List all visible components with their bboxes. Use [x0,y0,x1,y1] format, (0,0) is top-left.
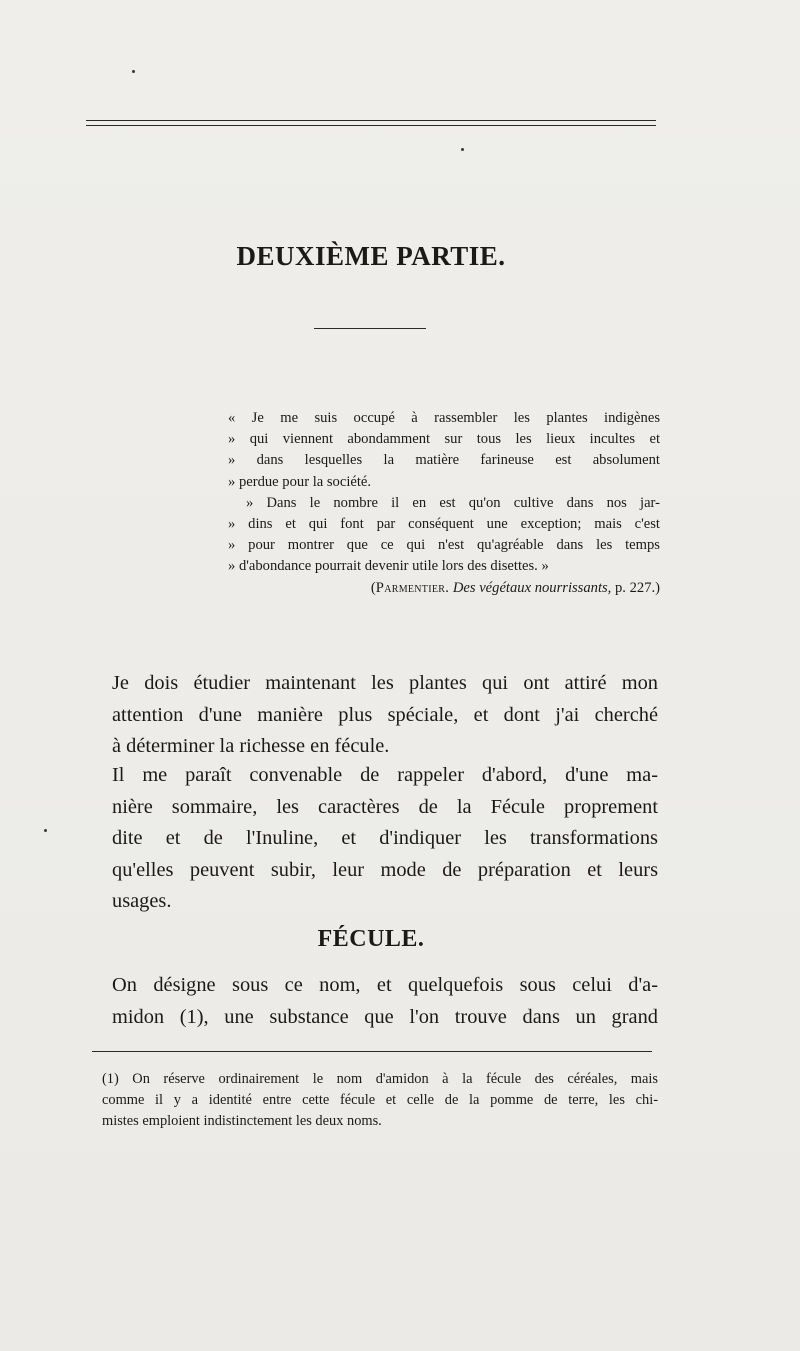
epigraph-line: » d'abondance pourrait devenir utile lors des disettes. » [228,558,549,575]
paragraph-line: dite et de l'Inuline, et d'indiquer les transformations [112,827,658,849]
epigraph-line: » dins et qui font par conséquent une exception; mais c'est [228,516,660,533]
ink-speck [132,70,135,73]
footnote-line: comme il y a identité entre cette fécule et celle de la pomme de terre, les chi- [102,1091,658,1108]
attribution-page: p. 227.) [615,580,660,596]
footnote-rule [92,1051,652,1052]
paragraph-line: nière sommaire, les caractères de la Fécule proprement [112,795,658,818]
epigraph-line: » Dans le nombre il en est qu'on cultive dans nos jar- [246,494,660,511]
paragraph-fecule [112,970,658,1033]
paragraph-line: à déterminer la richesse en fécule. [112,735,390,757]
paragraph-line: qu'elles peuvent subir, leur mode de préparation et leurs [112,858,658,881]
paragraph-intro [112,668,658,763]
part-title: DEUXIÈME PARTIE. [236,241,506,271]
epigraph-line: » qui viennent abondamment sur tous les lieux incultes et [228,431,660,448]
section-heading: FÉCULE. [317,926,425,952]
paragraph-line: Il me paraît convenable de rappeler d'abord, d'une ma- [112,764,658,786]
attribution-open: ( [370,580,376,596]
epigraph-line: » dans lesquelles la matière farineuse est absolument [228,452,660,469]
title-underline [314,328,426,329]
footnote-line: mistes emploient indistinctement les deux noms. [102,1112,382,1129]
footnote [102,1069,658,1131]
epigraph-quote [228,408,660,578]
epigraph-line: « Je me suis occupé à rassembler les plantes indigènes [228,410,660,426]
paragraph-line: Je dois étudier maintenant les plantes qui ont attiré mon [112,672,658,694]
ink-speck [44,829,47,832]
paragraph-overview [112,760,658,918]
epigraph-attribution [228,580,660,597]
paragraph-line: On désigne sous ce nom, et quelquefois sous celui d'a- [112,974,658,996]
ink-speck [461,148,464,151]
paragraph-line: attention d'une manière plus spéciale, et dont j'ai cherché [112,703,658,726]
footnote-line: (1) On réserve ordinairement le nom d'amidon à la fécule des céréales, mais [102,1071,658,1087]
paragraph-line: usages. [112,890,172,912]
epigraph-line: » perdue pour la société. [228,473,372,490]
attribution-work: Des végétaux nourrissants, [452,580,612,596]
paragraph-line: midon (1), une substance que l'on trouve dans un grand [112,1005,658,1028]
attribution-author: Parmentier. [375,580,450,596]
epigraph-line: » pour montrer que ce qui n'est qu'agréable dans les temps [228,537,660,554]
header-double-rule [86,120,656,126]
